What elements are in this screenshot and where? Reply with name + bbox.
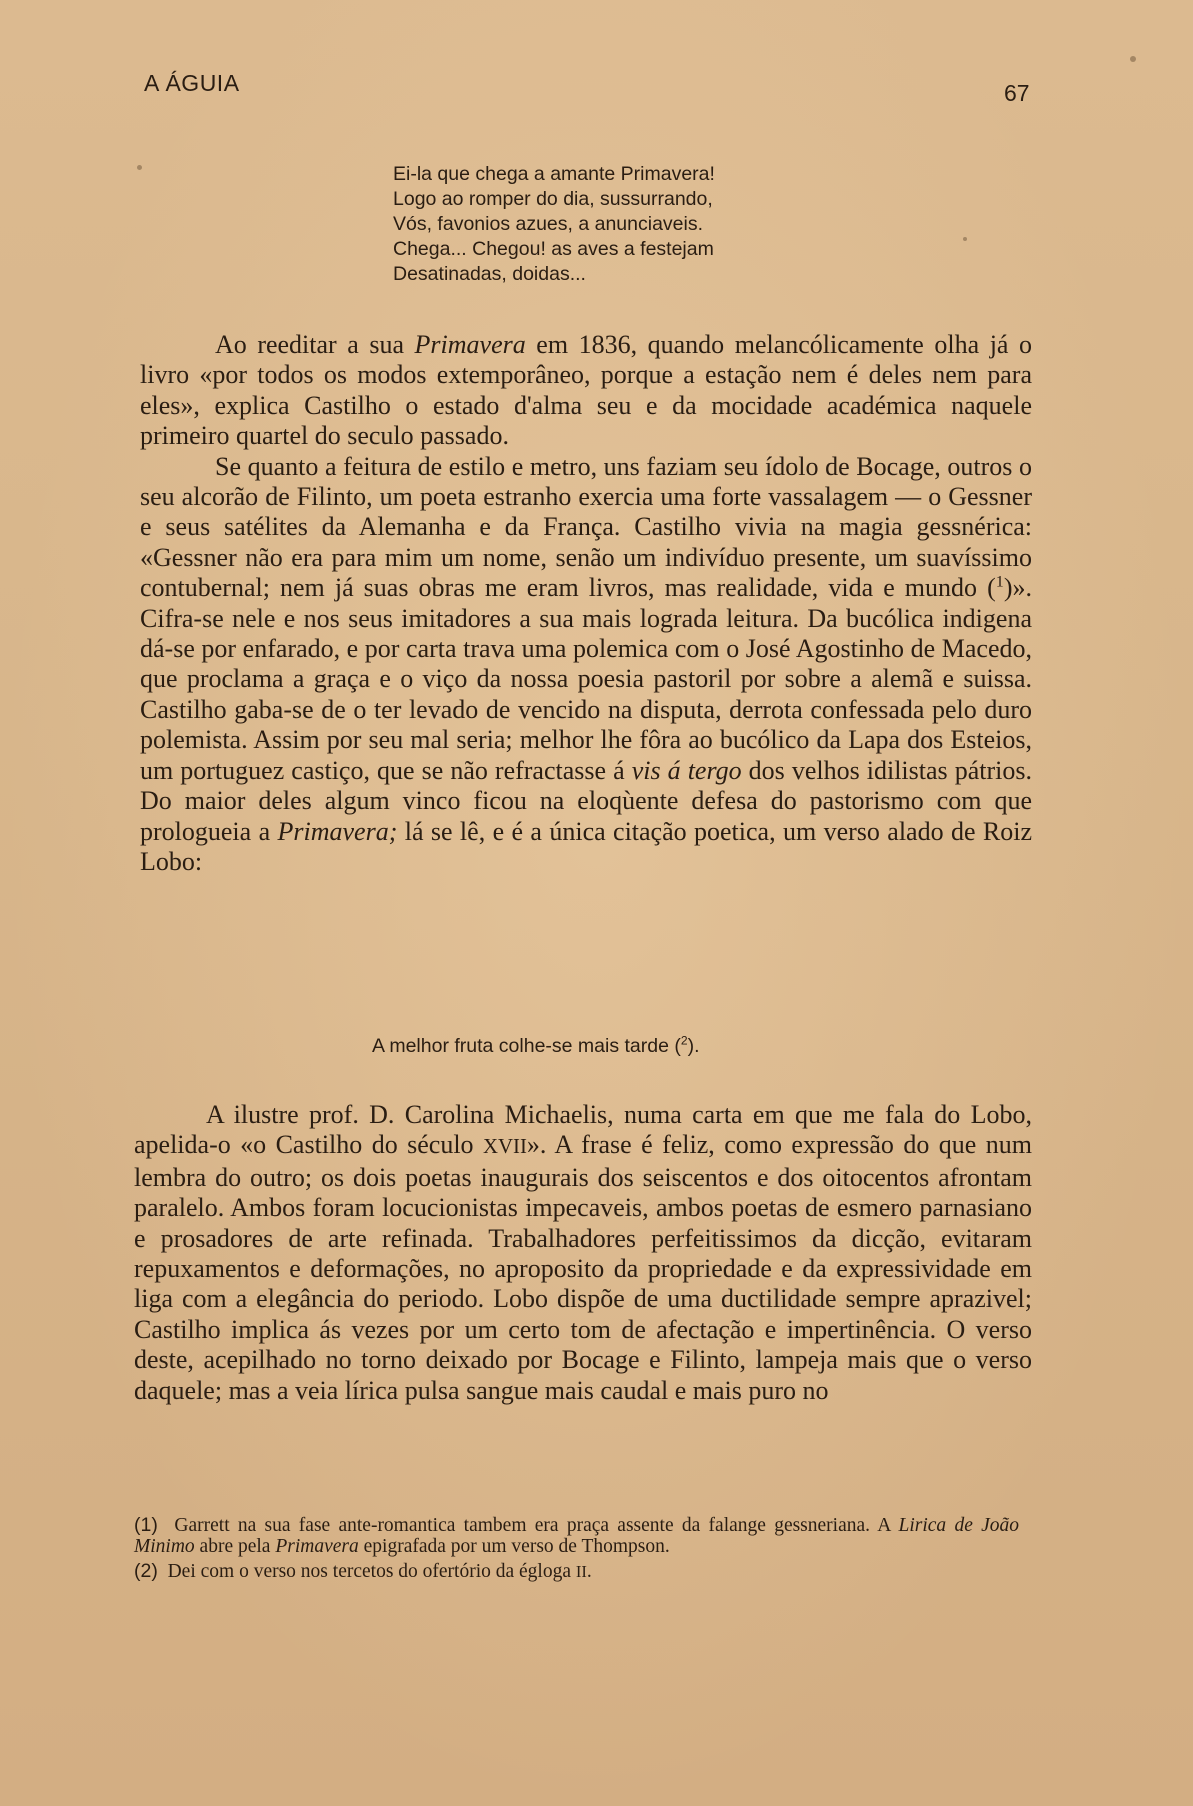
text-run: dos velhos idilistas pátrios. Do maior deles algum vinco ficou na eloqùente defesa do pastorismo com que prologueia a [140, 755, 1032, 846]
verse-line: Chega... Chegou! as aves a festejam [393, 238, 714, 260]
text-run: Ao reeditar a sua [215, 330, 415, 359]
paper-speck [137, 165, 142, 170]
quoted-verse [372, 1035, 700, 1058]
body-text-lower [134, 1100, 1032, 1406]
footnote-ref: 1 [995, 573, 1004, 591]
footnote-1 [134, 1515, 1019, 1557]
title-primavera: Primavera [275, 1536, 359, 1557]
text-run: A ilustre prof. D. Carolina Michaelis, numa carta em que me fala do Lobo, apelida-o «o Castilho do século [134, 1100, 1032, 1160]
latin-phrase: vis á tergo [631, 755, 742, 785]
text-run: em 1836, quando melancólicamente olha já o livro «por todos os modos extemporâneo, porque a estação nem é deles nem para eles», explica Castilho o estado d'alma seu e da mocidade académica naquele primeiro quartel do seculo passado. [140, 330, 1033, 451]
title-lirica: Lirica de João Minimo [134, 1515, 1020, 1557]
text-run: )». Cifra-se nele e nos seus imitadores a sua mais lograda leitura. Da bucólica indigena dá-se por enfarado, e por carta trava uma polemica com o José Agostinho de Macedo, que proclama a graça e o viço da nossa poesia pastoril por sobre a alemã e suissa. Castilho gaba-se de o ter levado de vencido na disputa, derrota confessada pelo duro polemista. Assim por seu mal seria; melhor lhe fôra ao bucólico da Lapa dos Esteios, um portuguez castiço, que se não refractasse á [140, 573, 1032, 785]
paragraph-gessner [140, 452, 1032, 878]
text-run: A melhor fruta colhe-se mais tarde ( [372, 1035, 681, 1057]
running-title: A ÁGUIA [144, 70, 240, 96]
text-run: abre pela [194, 1536, 276, 1557]
footnote-ref: 2 [680, 1033, 688, 1048]
verse-line: Ei-la que chega a amante Primavera! [393, 163, 715, 185]
footnote-mark: (2) [134, 1560, 158, 1582]
paragraph-michaelis [134, 1100, 1032, 1406]
text-run: epigrafada por um verso de Thompson. [358, 1536, 670, 1557]
paper-speck [963, 237, 967, 241]
text-run: lá se lê, e é a única citação poetica, um verso alado de Roiz Lobo: [140, 816, 1032, 876]
page-number: 67 [1004, 80, 1030, 106]
text-run: Se quanto a feitura de estilo e metro, uns faziam seu ídolo de Bocage, outros o seu alcorão de Filinto, um poeta estranho exercia uma forte vassalagem — o Gessner e seus satélites da Alemanha e da França. Castilho vivia na magia gessnérica: «Gessner não era para mim um nome, senão um indivíduo presente, um suavíssimo contubernal; nem já suas obras me eram livros, mas realidade, vida e mundo ( [140, 451, 1032, 603]
verse-epigraph [393, 162, 715, 287]
verse-line: Vós, favonios azues, a anunciaveis. [393, 213, 704, 235]
footnotes [134, 1515, 1019, 1586]
text-run: Garrett na sua fase ante-romantica tambem era praça assente da falange gessneriana. A [174, 1515, 899, 1536]
verse-line: Logo ao romper do dia, sussurrando, [393, 188, 713, 210]
roman-numeral: XVII [483, 1135, 527, 1159]
roman-numeral: II [575, 1562, 587, 1581]
body-text-upper [140, 330, 1032, 877]
text-run: ). [687, 1035, 700, 1057]
text-run: Dei com o verso nos tercetos do ofertório da égloga [167, 1561, 576, 1582]
title-primavera: Primavera [414, 330, 526, 359]
footnote-mark: (1) [134, 1514, 158, 1536]
paragraph-reedition [140, 330, 1032, 452]
verse-line: Desatinadas, doidas... [393, 263, 586, 285]
title-primavera: Primavera; [277, 816, 398, 846]
footnote-2 [134, 1561, 1019, 1582]
paper-speck [1130, 56, 1136, 62]
text-run: ». A frase é feliz, como expressão do que num lembra do outro; os dois poetas inaugurais dos seiscentos e dos oitocentos afrontam paralelo. Ambos foram locucionistas impecaveis, ambos poetas de esmero parnasiano e prosadores de arte refinada. Trabalhadores perfeitissimos da dicção, evitaram repuxamentos e deformações, no aproposito da propriedade e da expressividade em liga com a elegância do periodo. Lobo dispõe de uma ductilidade sempre aprazivel; Castilho implica ás vezes por um certo tom de afectação e impertinência. O verso deste, acepilhado no torno deixado por Bocage e Filinto, lampeja mais que o verso daquele; mas a veia lírica pulsa sangue mais caudal e mais puro no [134, 1130, 1032, 1405]
text-run: . [586, 1561, 592, 1582]
